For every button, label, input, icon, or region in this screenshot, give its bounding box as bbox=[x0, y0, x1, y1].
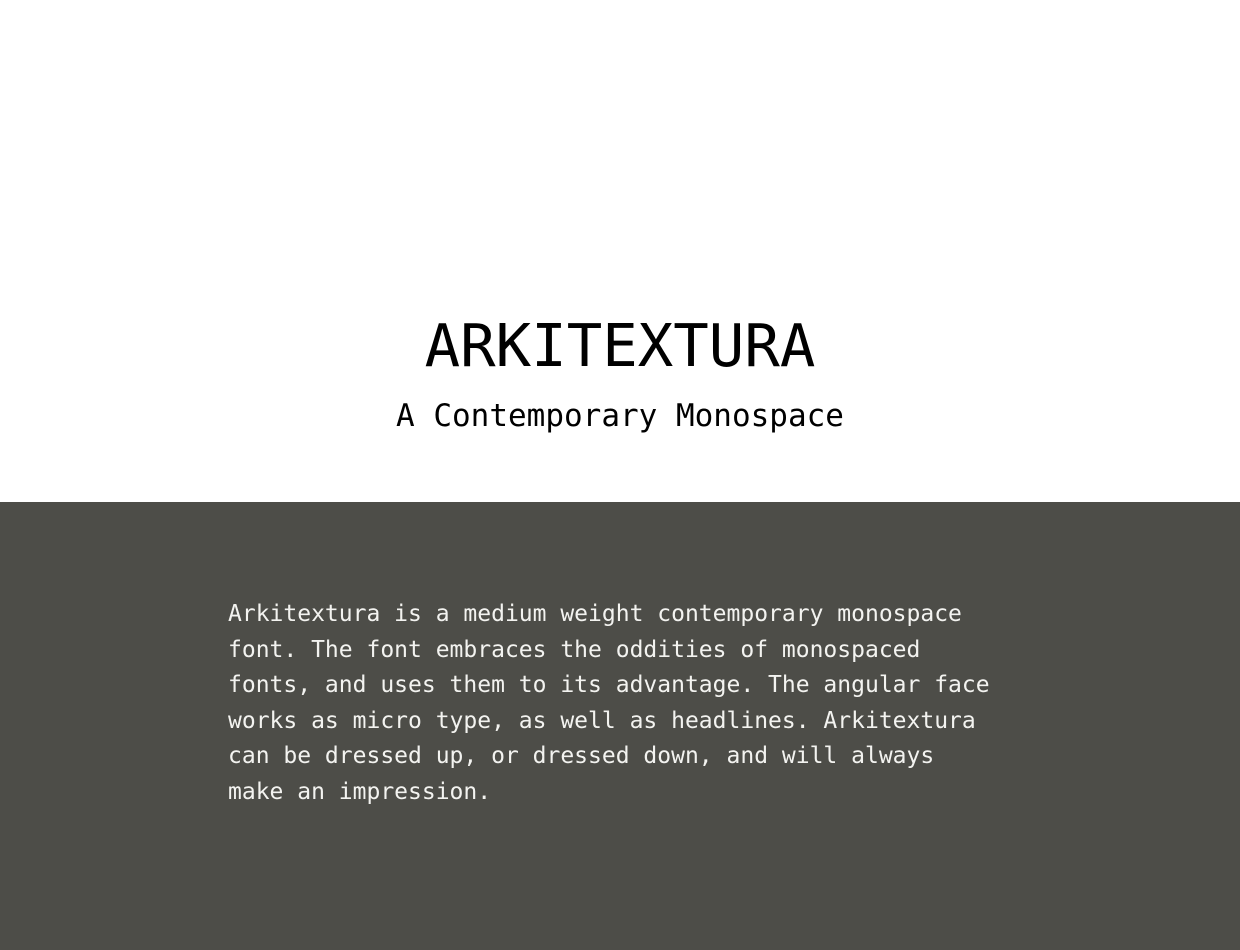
description-line-2: font. The font embraces the oddities of monospaced bbox=[228, 636, 921, 663]
description-line-5: can be dressed up, or dressed down, and will always bbox=[228, 743, 935, 769]
description-line-1: Arkitextura is a medium weight contemporary monospace bbox=[228, 601, 962, 627]
description-line-3: fonts, and uses them to its advantage. The angular face bbox=[228, 672, 990, 698]
description-line-6: make an impression. bbox=[228, 778, 492, 805]
page-title: ARKITEXTURA bbox=[424, 311, 816, 380]
description-line-4: works as micro type, as well as headlines. Arkitextura bbox=[228, 707, 976, 734]
description-paragraph bbox=[228, 597, 1012, 810]
description-section bbox=[0, 502, 1240, 950]
page-subtitle: A Contemporary Monospace bbox=[396, 398, 844, 434]
